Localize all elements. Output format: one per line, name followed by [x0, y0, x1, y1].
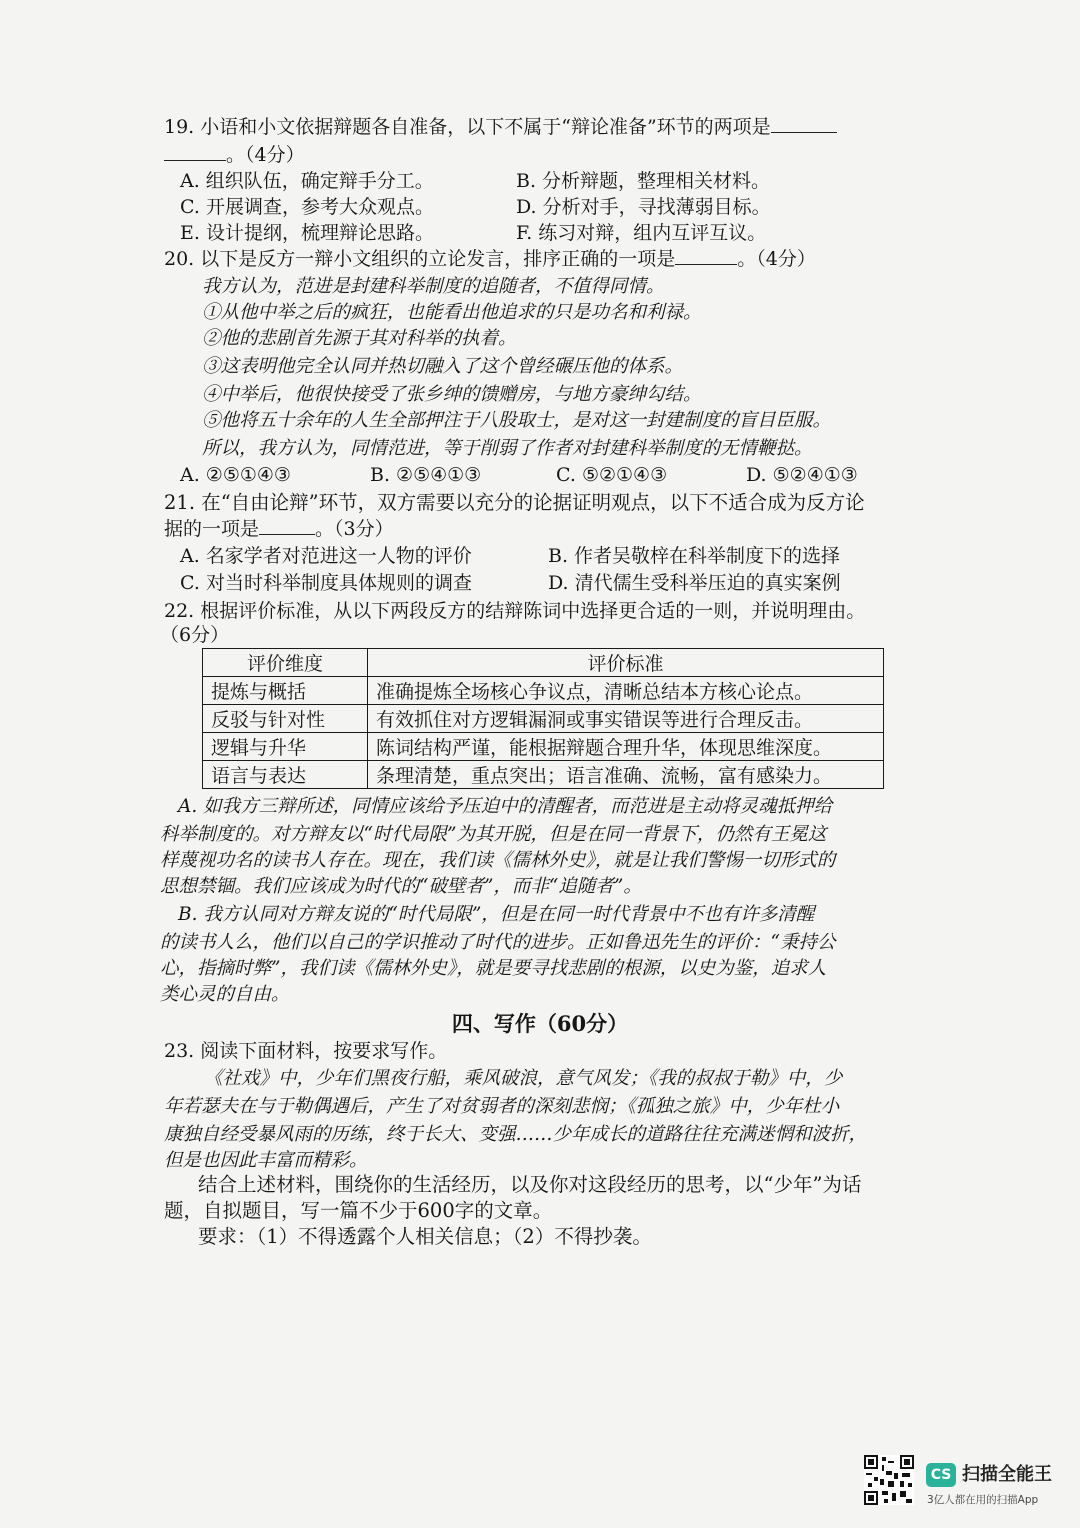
q19-blank-1 [771, 131, 837, 133]
q20-intro: 我方认为，范进是封建科举制度的追随者，不值得同情。 [202, 276, 665, 297]
q19-option-d: D. 分析对手，寻找薄弱目标。 [516, 196, 771, 218]
passage-a-line-4: 思想禁锢。我们应该成为时代的“破壁者”，而非“追随者”。 [160, 876, 642, 897]
q19-stem-2: 。（4分） [164, 142, 305, 168]
q19-option-e: E. 设计提纲，梳理辩论思路。 [180, 222, 434, 244]
passage-b-line-3: 心，指摘时弊”，我们读《儒林外史》，就是要寻找悲剧的根源，以史为鉴，追求人 [160, 958, 827, 979]
q21-option-b: B. 作者吴敬梓在科举制度下的选择 [548, 545, 841, 567]
table-cell: 条理清楚，重点突出；语言准确、流畅，富有感染力。 [368, 761, 884, 789]
task-line-2: 题，自拟题目，写一篇不少于600字的文章。 [164, 1199, 553, 1222]
material-line-3: 康独自经受暴风雨的历练，终于长大、变强……少年成长的道路往往充满迷惘和波折， [164, 1124, 868, 1145]
brand-name: 扫描全能王 [962, 1464, 1052, 1485]
material-line-1: 《社戏》中，少年们黑夜行船，乘风破浪，意气风发；《我的叔叔于勒》中，少 [204, 1068, 843, 1089]
q20-stem: 20. 以下是反方一辩小文组织的立论发言，排序正确的一项是 。（4分） [164, 248, 816, 270]
passage-a-line-2: 科举制度的。对方辩友以“时代局限”为其开脱，但是在同一背景下，仍然有王冕这 [160, 824, 827, 845]
q22-score: （6分） [160, 624, 230, 646]
passage-b-line-4: 类心灵的自由。 [160, 984, 290, 1005]
section-title: 四、写作（60分） [451, 1011, 629, 1036]
q19-blank-2 [164, 159, 226, 161]
task-line-1: 结合上述材料，围绕你的生活经历，以及你对这段经历的思考，以“少年”为话 [198, 1173, 862, 1196]
table-cell: 陈词结构严谨，能根据辩题合理升华，体现思维深度。 [368, 733, 884, 761]
q19-stem [164, 114, 837, 140]
brand-tagline: 3亿人都在用的扫描App [927, 1494, 1039, 1506]
q20-option-c: C. ⑤②①④③ [556, 464, 668, 486]
table-header-row [203, 649, 884, 677]
q21-blank [259, 533, 315, 535]
table-cell: 提炼与概括 [203, 677, 368, 705]
table-cell: 逻辑与升华 [203, 733, 368, 761]
q19-stem-text: 19. 小语和小文依据辩题各自准备，以下不属于“辩论准备”环节的两项是 [164, 116, 771, 138]
q20-option-a: A. ②⑤①④③ [180, 464, 291, 486]
table-header: 评价标准 [368, 649, 884, 677]
q20-sentence-1: ①从他中举之后的疯狂，也能看出他追求的只是功名和利禄。 [202, 302, 702, 323]
q20-sentence-5: ⑤他将五十余年的人生全部押注于八股取士，是对这一封建制度的盲目臣服。 [202, 410, 832, 431]
q19-option-a: A. 组织队伍，确定辩手分工。 [180, 170, 434, 192]
requirements: 要求：（1）不得透露个人相关信息；（2）不得抄袭。 [198, 1225, 652, 1248]
q19-option-c: C. 开展调查，参考大众观点。 [180, 196, 434, 218]
passage-a-line-3: 样蔑视功名的读书人存在。现在，我们读《儒林外史》，就是让我们警惕一切形式的 [160, 850, 836, 871]
material-line-4: 但是也因此丰富而精彩。 [164, 1150, 368, 1171]
q20-option-d: D. ⑤②④①③ [746, 464, 858, 486]
q21-stem: 21. 在“自由论辩”环节，双方需要以充分的论据证明观点，以下不适合成为反方论 [164, 491, 865, 514]
table-cell: 有效抓住对方逻辑漏洞或事实错误等进行合理反击。 [368, 705, 884, 733]
passage-a-line-1: A. 如我方三辩所述，同情应该给予压迫中的清醒者，而范进是主动将灵魂抵押给 [178, 796, 833, 817]
q20-option-b: B. ②⑤④①③ [370, 464, 482, 486]
q20-blank [675, 263, 737, 265]
evaluation-table [202, 648, 884, 789]
material-line-2: 年若瑟夫在与于勒偶遇后，产生了对贫弱者的深刻悲悯；《孤独之旅》中，少年杜小 [164, 1096, 840, 1117]
q20-sentence-4: ④中举后，他很快接受了张乡绅的馈赠房，与地方豪绅勾结。 [202, 384, 702, 405]
table-header: 评价维度 [203, 649, 368, 677]
passage-b-line-2: 的读书人么，他们以自己的学识推动了时代的进步。正如鲁迅先生的评价：“秉持公 [160, 932, 836, 953]
q23-stem: 23. 阅读下面材料，按要求写作。 [164, 1040, 448, 1062]
q21-option-a: A. 名家学者对范进这一人物的评价 [180, 545, 472, 567]
qr-code [864, 1455, 914, 1505]
q20-sentence-2: ②他的悲剧首先源于其对科举的执着。 [202, 328, 517, 349]
q22-stem: 22. 根据评价标准，从以下两段反方的结辩陈词中选择更合适的一则，并说明理由。 [164, 600, 866, 622]
q20-conclusion: 所以，我方认为，同情范进，等于削弱了作者对封建科举制度的无情鞭挞。 [202, 438, 813, 459]
table-row [203, 705, 884, 733]
table-cell: 反驳与针对性 [203, 705, 368, 733]
table-row [203, 761, 884, 789]
table-row [203, 733, 884, 761]
q21-stem-2: 据的一项是 。（3分） [164, 518, 394, 540]
passage-b-line-1: B. 我方认同对方辩友说的“时代局限”，但是在同一时代背景中不也有许多清醒 [178, 904, 815, 925]
q19-option-f: F. 练习对辩，组内互评互议。 [516, 222, 767, 244]
q19-option-b: B. 分析辩题，整理相关材料。 [516, 170, 771, 192]
table-row [203, 677, 884, 705]
q21-option-c: C. 对当时科举制度具体规则的调查 [180, 572, 472, 594]
table-cell: 语言与表达 [203, 761, 368, 789]
q20-sentence-3: ③这表明他完全认同并热切融入了这个曾经碾压他的体系。 [202, 356, 684, 377]
table-cell: 准确提炼全场核心争议点，清晰总结本方核心论点。 [368, 677, 884, 705]
camscanner-logo-icon: CS [926, 1463, 956, 1487]
q21-option-d: D. 清代儒生受科举压迫的真实案例 [548, 572, 841, 594]
